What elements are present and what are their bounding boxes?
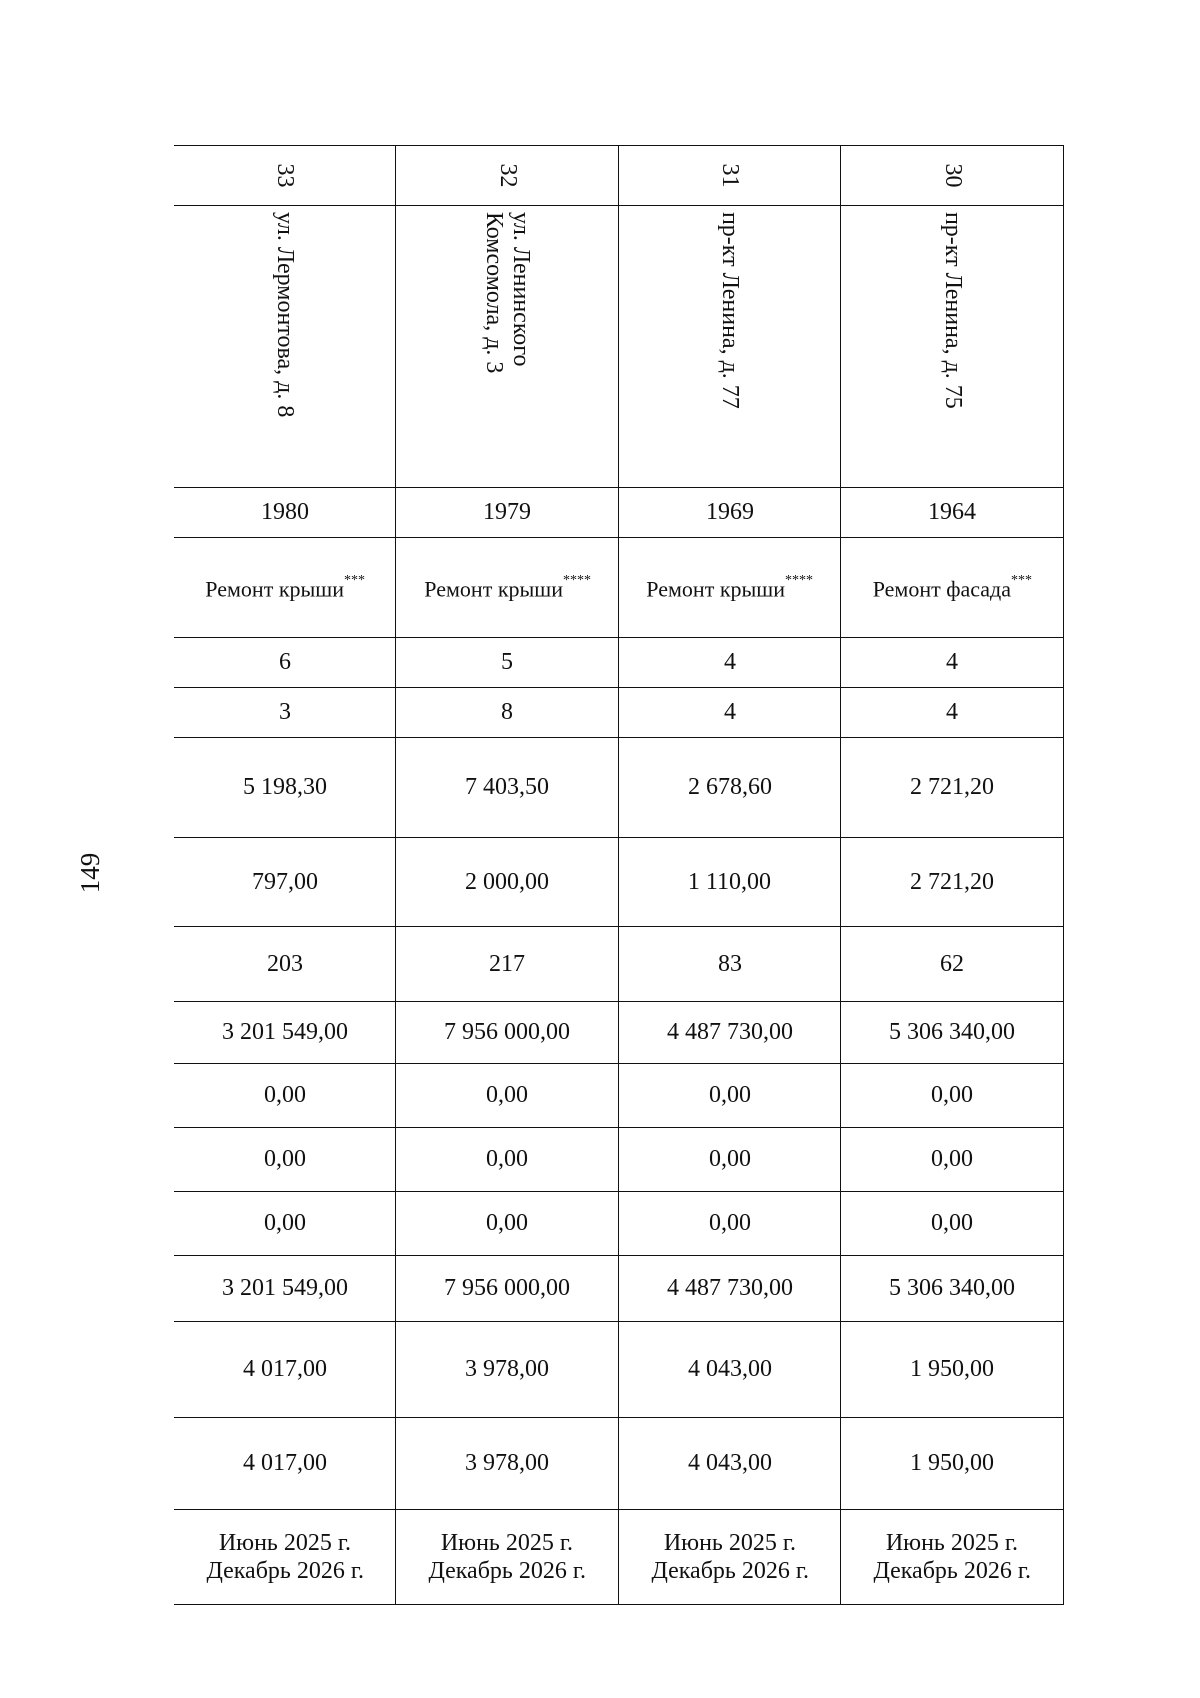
floors-cell bbox=[618, 638, 841, 688]
cost-fund-text: 0,00 bbox=[486, 1082, 529, 1109]
table-row bbox=[174, 146, 396, 1605]
col-a-text: 6 bbox=[278, 648, 291, 675]
residents-cell bbox=[174, 927, 396, 1002]
cost-budget-text: 0,00 bbox=[931, 1146, 974, 1173]
cost-owners-text: 4 487 730,00 bbox=[666, 1275, 793, 1302]
row-number bbox=[396, 146, 619, 206]
period-end-text: Декабрь 2026 г. bbox=[428, 1558, 587, 1585]
cost-owners-text: 3 201 549,00 bbox=[221, 1275, 348, 1302]
entrances-cell bbox=[841, 688, 1064, 738]
residents-cell bbox=[396, 927, 619, 1002]
price-limit-text: 3 978,00 bbox=[465, 1450, 550, 1477]
cost-fund-cell bbox=[174, 1064, 396, 1128]
period-start-text: Июнь 2025 г. bbox=[441, 1530, 574, 1557]
cost-total-text: 3 201 549,00 bbox=[221, 1019, 348, 1046]
living-area-cell bbox=[396, 838, 619, 928]
residents-text: 217 bbox=[489, 950, 526, 977]
cost-budget-cell bbox=[396, 1128, 619, 1192]
cost-owners-cell bbox=[841, 1256, 1064, 1322]
row-number bbox=[841, 146, 1064, 206]
cost-other-cell bbox=[396, 1192, 619, 1256]
area-living-text: 2 721,20 bbox=[910, 868, 995, 895]
cost-budget-text: 0,00 bbox=[486, 1146, 529, 1173]
work-text: Ремонт крыши bbox=[204, 575, 344, 601]
num-text: 33 bbox=[272, 163, 299, 188]
limit-price-cell bbox=[174, 1418, 396, 1510]
page-number: 149 bbox=[75, 852, 105, 894]
period-cell bbox=[841, 1510, 1064, 1605]
work-mark-text: **** bbox=[785, 572, 814, 588]
floors-cell bbox=[174, 638, 396, 688]
cost-other-text: 0,00 bbox=[708, 1210, 751, 1237]
cost-other-text: 0,00 bbox=[263, 1210, 306, 1237]
cost-owners-text: 7 956 000,00 bbox=[444, 1275, 571, 1302]
price-limit-text: 4 017,00 bbox=[242, 1450, 327, 1477]
col-a-text: 4 bbox=[946, 648, 959, 675]
price-unit-text: 4 017,00 bbox=[242, 1356, 327, 1383]
year-cell bbox=[841, 488, 1064, 538]
area-total-text: 2 721,20 bbox=[910, 773, 995, 800]
year-text: 1979 bbox=[483, 498, 532, 525]
period-start-text: Июнь 2025 г. bbox=[218, 1530, 351, 1557]
rotated-table-frame bbox=[174, 145, 1064, 1605]
period-cell bbox=[618, 1510, 841, 1605]
floors-cell bbox=[841, 638, 1064, 688]
price-limit-text: 1 950,00 bbox=[910, 1450, 995, 1477]
period-cell bbox=[396, 1510, 619, 1605]
area-total-text: 2 678,60 bbox=[687, 773, 772, 800]
floors-cell bbox=[396, 638, 619, 688]
work-mark-text: **** bbox=[562, 572, 591, 588]
col-a-text: 5 bbox=[501, 648, 514, 675]
cost-owners-cell bbox=[618, 1256, 841, 1322]
work-text: Ремонт фасада bbox=[872, 575, 1011, 601]
row-number bbox=[174, 146, 396, 206]
cost-total-text: 4 487 730,00 bbox=[666, 1019, 793, 1046]
cost-fund-cell bbox=[396, 1064, 619, 1128]
cost-budget-cell bbox=[618, 1128, 841, 1192]
work-mark-text: *** bbox=[1010, 572, 1032, 588]
total-area-cell bbox=[396, 738, 619, 838]
residents-cell bbox=[618, 927, 841, 1002]
limit-price-cell bbox=[396, 1418, 619, 1510]
year-cell bbox=[174, 488, 396, 538]
cost-other-cell bbox=[618, 1192, 841, 1256]
work-type-cell bbox=[841, 538, 1064, 638]
cost-total-cell bbox=[396, 1002, 619, 1064]
period-cell bbox=[174, 1510, 396, 1605]
unit-price-cell bbox=[618, 1322, 841, 1418]
work-type-cell bbox=[618, 538, 841, 638]
address-cell bbox=[396, 206, 619, 488]
unit-price-cell bbox=[396, 1322, 619, 1418]
price-limit-text: 4 043,00 bbox=[687, 1450, 772, 1477]
cost-total-cell bbox=[174, 1002, 396, 1064]
year-text: 1980 bbox=[260, 498, 309, 525]
total-area-cell bbox=[618, 738, 841, 838]
total-area-cell bbox=[174, 738, 396, 838]
cost-total-cell bbox=[618, 1002, 841, 1064]
col-a-text: 4 bbox=[723, 648, 736, 675]
year-text: 1964 bbox=[928, 498, 977, 525]
area-living-text: 797,00 bbox=[251, 868, 318, 895]
work-mark-text: *** bbox=[343, 572, 365, 588]
residents-text: 83 bbox=[717, 950, 742, 977]
work-type-cell bbox=[396, 538, 619, 638]
cost-fund-text: 0,00 bbox=[263, 1082, 306, 1109]
living-area-cell bbox=[618, 838, 841, 928]
table-row bbox=[841, 146, 1064, 1605]
year-text: 1969 bbox=[705, 498, 754, 525]
year-cell bbox=[396, 488, 619, 538]
address-text: ул. Ленинского Комсомола, д. 3 bbox=[481, 211, 535, 374]
entrances-cell bbox=[174, 688, 396, 738]
cost-total-cell bbox=[841, 1002, 1064, 1064]
price-unit-text: 1 950,00 bbox=[910, 1356, 995, 1383]
work-text: Ремонт крыши bbox=[646, 575, 786, 601]
living-area-cell bbox=[174, 838, 396, 928]
total-area-cell bbox=[841, 738, 1064, 838]
cost-fund-cell bbox=[841, 1064, 1064, 1128]
col-b-text: 3 bbox=[278, 698, 291, 725]
cost-owners-cell bbox=[174, 1256, 396, 1322]
price-unit-text: 4 043,00 bbox=[687, 1356, 772, 1383]
address-cell bbox=[174, 206, 396, 488]
cost-budget-text: 0,00 bbox=[708, 1146, 751, 1173]
cost-total-text: 5 306 340,00 bbox=[889, 1019, 1016, 1046]
living-area-cell bbox=[841, 838, 1064, 928]
entrances-cell bbox=[396, 688, 619, 738]
area-living-text: 1 110,00 bbox=[688, 868, 772, 895]
row-number bbox=[618, 146, 841, 206]
limit-price-cell bbox=[618, 1418, 841, 1510]
cost-total-text: 7 956 000,00 bbox=[444, 1019, 571, 1046]
address-text: пр-кт Ленина, д. 75 bbox=[939, 211, 966, 409]
work-type-cell bbox=[174, 538, 396, 638]
table-row bbox=[396, 146, 619, 1605]
year-cell bbox=[618, 488, 841, 538]
residents-text: 203 bbox=[266, 950, 303, 977]
cost-budget-cell bbox=[174, 1128, 396, 1192]
period-end-text: Декабрь 2026 г. bbox=[205, 1558, 364, 1585]
cost-budget-cell bbox=[841, 1128, 1064, 1192]
cost-owners-cell bbox=[396, 1256, 619, 1322]
cost-owners-text: 5 306 340,00 bbox=[889, 1275, 1016, 1302]
cost-other-text: 0,00 bbox=[931, 1210, 974, 1237]
cost-fund-text: 0,00 bbox=[931, 1082, 974, 1109]
address-text: пр-кт Ленина, д. 77 bbox=[717, 211, 744, 409]
col-b-text: 4 bbox=[946, 698, 959, 725]
address-text: ул. Лермонтова, д. 8 bbox=[272, 211, 299, 418]
period-start-text: Июнь 2025 г. bbox=[886, 1530, 1019, 1557]
address-cell bbox=[618, 206, 841, 488]
table-row bbox=[618, 146, 841, 1605]
residents-text: 62 bbox=[940, 950, 965, 977]
unit-price-cell bbox=[841, 1322, 1064, 1418]
cost-fund-cell bbox=[618, 1064, 841, 1128]
num-text: 32 bbox=[494, 163, 521, 188]
entrances-cell bbox=[618, 688, 841, 738]
area-total-text: 5 198,30 bbox=[242, 773, 327, 800]
residents-cell bbox=[841, 927, 1064, 1002]
period-end-text: Декабрь 2026 г. bbox=[873, 1558, 1032, 1585]
col-b-text: 4 bbox=[723, 698, 736, 725]
area-total-text: 7 403,50 bbox=[465, 773, 550, 800]
cost-other-text: 0,00 bbox=[486, 1210, 529, 1237]
period-end-text: Декабрь 2026 г. bbox=[650, 1558, 809, 1585]
cost-other-cell bbox=[174, 1192, 396, 1256]
capital-repair-table bbox=[174, 145, 1064, 1605]
num-text: 30 bbox=[939, 163, 966, 188]
limit-price-cell bbox=[841, 1418, 1064, 1510]
unit-price-cell bbox=[174, 1322, 396, 1418]
area-living-text: 2 000,00 bbox=[465, 868, 550, 895]
period-start-text: Июнь 2025 г. bbox=[663, 1530, 796, 1557]
num-text: 31 bbox=[717, 163, 744, 188]
col-b-text: 8 bbox=[501, 698, 514, 725]
cost-budget-text: 0,00 bbox=[263, 1146, 306, 1173]
address-cell bbox=[841, 206, 1064, 488]
cost-fund-text: 0,00 bbox=[708, 1082, 751, 1109]
price-unit-text: 3 978,00 bbox=[465, 1356, 550, 1383]
cost-other-cell bbox=[841, 1192, 1064, 1256]
work-text: Ремонт крыши bbox=[423, 575, 563, 601]
